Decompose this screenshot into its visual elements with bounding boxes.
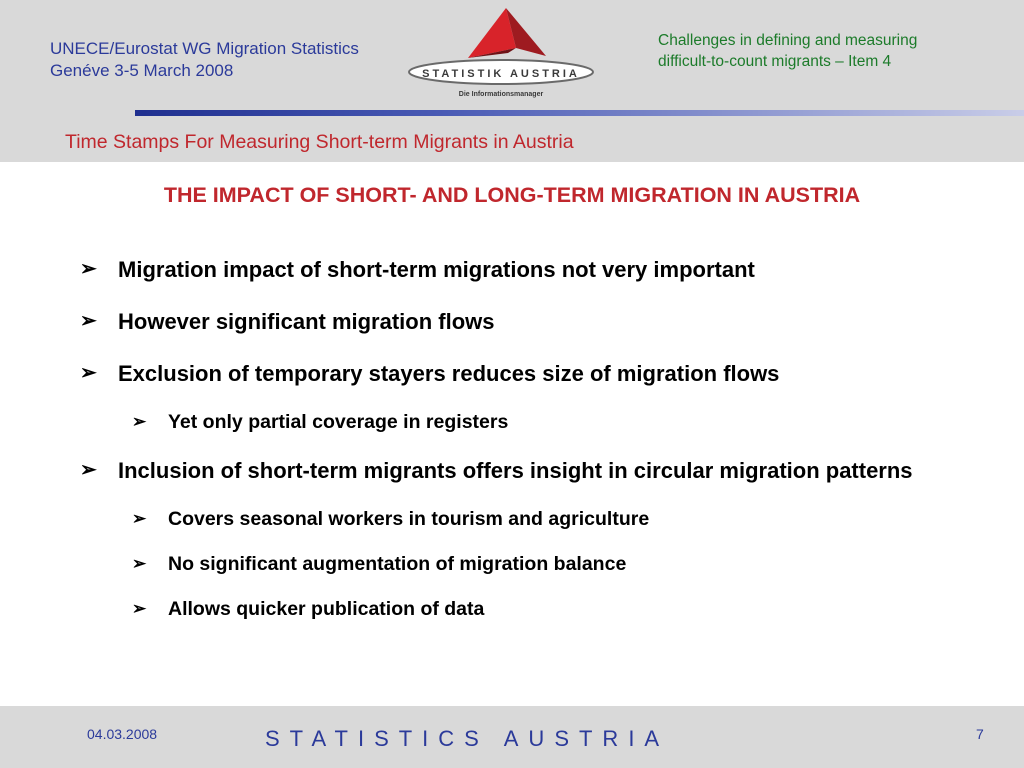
arrow-bullet-icon: ➢ [80,310,97,332]
header-divider [135,110,1024,116]
agenda-item-line1: Challenges in defining and measuring [658,32,918,49]
arrow-bullet-icon: ➢ [80,459,97,481]
footer-brand: STATISTICS AUSTRIA [265,726,670,751]
footer-date: 04.03.2008 [87,726,158,742]
arrow-bullet-icon: ➢ [132,509,147,528]
conference-title: UNECE/Eurostat WG Migration Statistics [50,39,359,58]
bullet-text: Inclusion of short-term migrants offers insight in circular migration patterns [118,458,913,483]
sub-bullet-item [80,408,960,436]
sub-bullet-item [80,505,960,533]
arrow-bullet-icon: ➢ [132,599,147,618]
bullet-text: However significant migration flows [118,309,495,334]
logo-tagline: Die Informationsmanager [458,91,544,98]
bullet-item [80,304,960,339]
sub-bullet-item [80,550,960,578]
bullet-item [80,453,960,488]
bullet-item [80,356,960,391]
arrow-bullet-icon: ➢ [132,412,147,431]
slide-footer [0,706,1024,768]
bullet-text: Allows quicker publication of data [168,598,485,620]
agenda-item-line2: difficult-to-count migrants – Item 4 [658,53,892,70]
slide-title: THE IMPACT OF SHORT- AND LONG-TERM MIGRATION IN AUSTRIA [163,183,861,207]
agenda-item [658,30,1008,72]
slide-subtitle: Time Stamps For Measuring Short-term Migrants in Austria [65,131,574,153]
bullet-text: Exclusion of temporary stayers reduces size of migration flows [118,361,780,386]
arrow-bullet-icon: ➢ [80,258,97,280]
bullet-list [80,252,960,640]
conference-date: Genéve 3-5 March 2008 [50,61,234,80]
page-number: 7 [976,726,984,742]
slide-header [0,0,1024,162]
conference-info [50,38,359,82]
bullet-text: Yet only partial coverage in registers [168,411,509,433]
bullet-text: No significant augmentation of migration balance [168,553,627,575]
sub-bullet-item [80,595,960,623]
bullet-text: Migration impact of short-term migrations not very important [118,257,755,282]
bullet-item [80,252,960,287]
arrow-bullet-icon: ➢ [80,362,97,384]
logo-wordmark: STATISTIK AUSTRIA [422,68,580,80]
bullet-text: Covers seasonal workers in tourism and agriculture [168,508,650,530]
statistik-austria-logo [406,6,596,102]
arrow-bullet-icon: ➢ [132,554,147,573]
